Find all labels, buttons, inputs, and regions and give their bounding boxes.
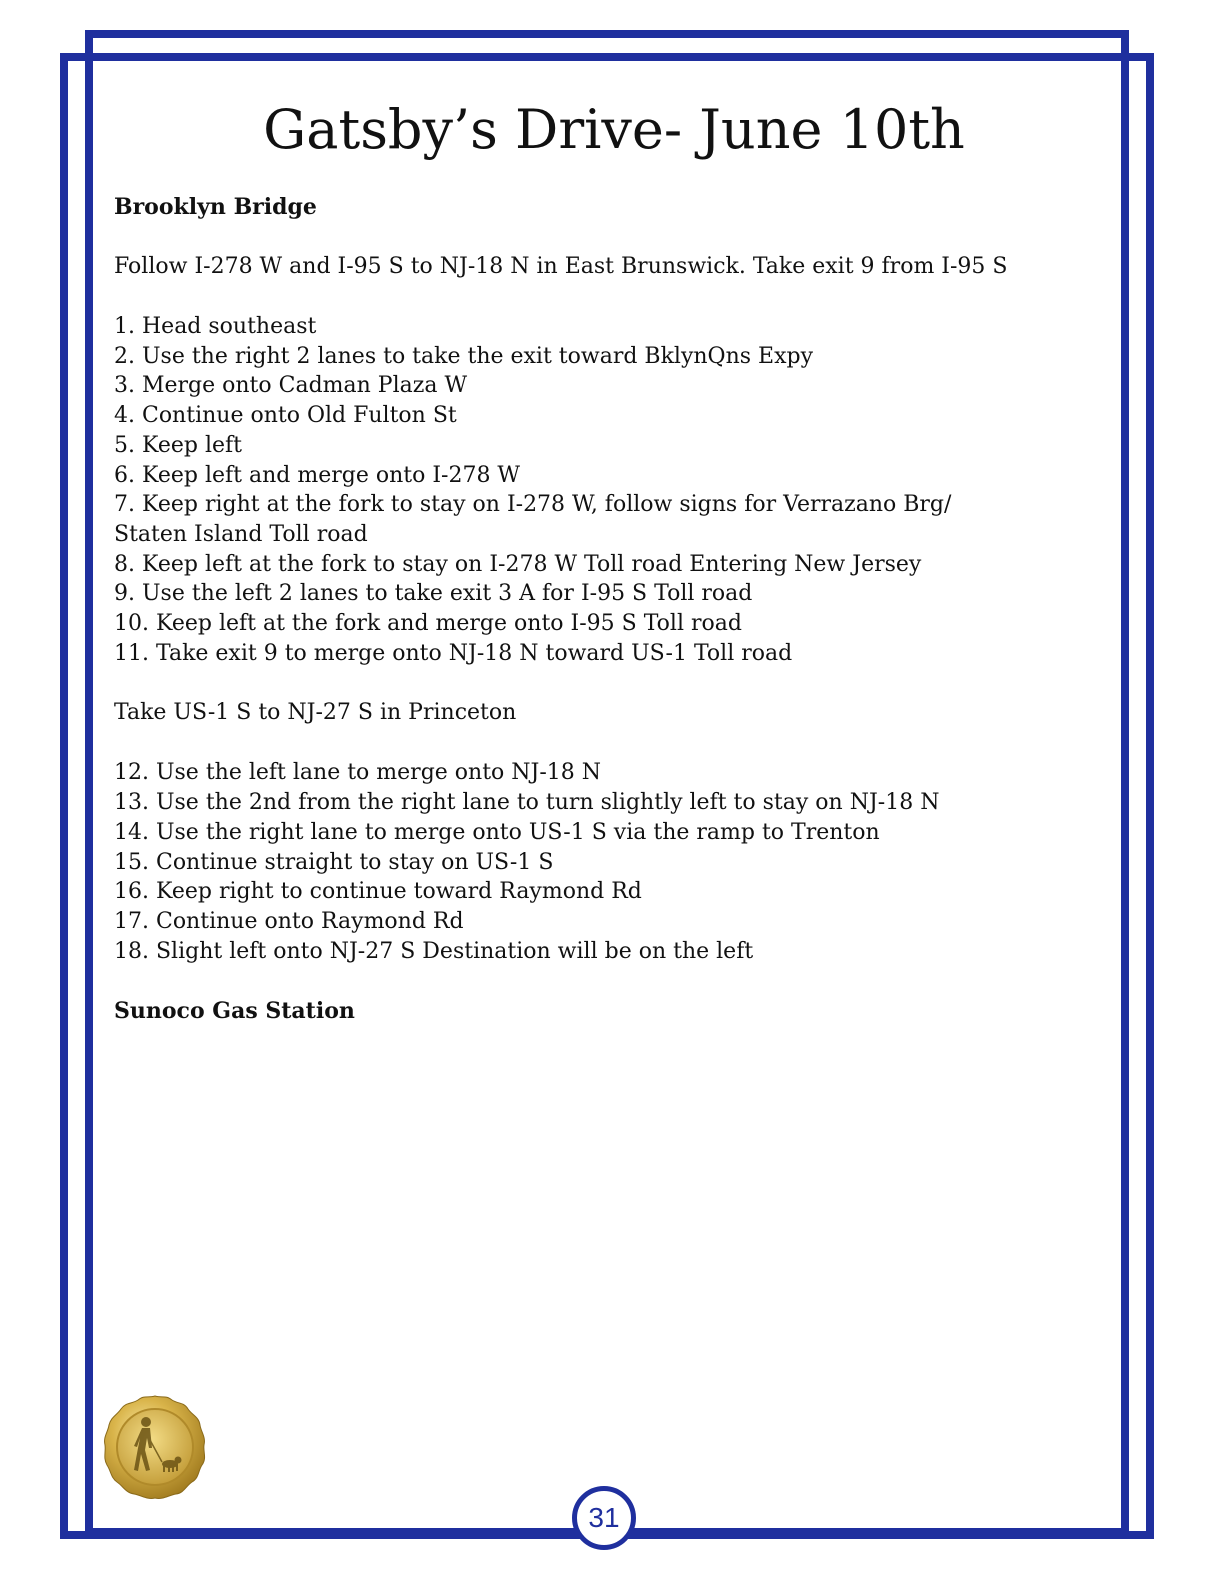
direction-step: 9. Use the left 2 lanes to take exit 3 A for I-95 S Toll road xyxy=(114,581,753,607)
route-summary-2: Take US-1 S to NJ-27 S in Princeton xyxy=(114,700,517,726)
direction-step: 1. Head southeast xyxy=(114,314,317,339)
destination-heading: Sunoco Gas Station xyxy=(114,998,355,1025)
direction-step: 4. Continue onto Old Fulton St xyxy=(114,403,457,429)
direction-step: 15. Continue straight to stay on US-1 S xyxy=(114,849,554,875)
directions-list-1 xyxy=(114,312,1114,668)
walking-man-with-dog-seal-icon xyxy=(100,1392,210,1502)
route-summary-1: Follow I-278 W and I-95 S to NJ-18 N in East Brunswick. Take exit 9 from I-95 S xyxy=(114,254,1008,279)
direction-step: 13. Use the 2nd from the right lane to turn slightly left to stay on NJ-18 N xyxy=(114,790,940,816)
direction-step: 10. Keep left at the fork and merge onto I-95 S Toll road xyxy=(114,611,742,637)
page-title: Gatsby’s Drive- June 10th xyxy=(263,98,965,161)
spacer xyxy=(114,282,1114,312)
direction-step: 18. Slight left onto NJ-27 S Destination will be on the left xyxy=(114,938,754,964)
direction-step: 3. Merge onto Cadman Plaza W xyxy=(114,373,468,399)
spacer xyxy=(114,966,1114,996)
direction-step: 14. Use the right lane to merge onto US-1 S via the ramp to Trenton xyxy=(114,819,880,845)
direction-step: 17. Continue onto Raymond Rd xyxy=(114,908,464,934)
direction-step: 7. Keep right at the fork to stay on I-278 W, follow signs for Verrazano Brg/ xyxy=(114,492,952,518)
directions-list-2 xyxy=(114,758,1114,966)
page-number-badge: 31 xyxy=(572,1486,636,1550)
spacer xyxy=(114,222,1114,252)
direction-step: 5. Keep left xyxy=(114,432,242,458)
direction-step: 11. Take exit 9 to merge onto NJ-18 N toward US-1 Toll road xyxy=(114,640,793,666)
start-location-heading: Brooklyn Bridge xyxy=(114,194,317,220)
page-content xyxy=(114,90,1114,1026)
direction-step: 2. Use the right 2 lanes to take the exit toward BklynQns Expy xyxy=(114,343,814,369)
direction-step-continuation: Staten Island Toll road xyxy=(114,521,368,547)
direction-step: 16. Keep right to continue toward Raymond Rd xyxy=(114,879,642,905)
direction-step: 6. Keep left and merge onto I-278 W xyxy=(114,462,521,488)
spacer xyxy=(114,668,1114,698)
spacer xyxy=(114,728,1114,758)
direction-step: 12. Use the left lane to merge onto NJ-18 N xyxy=(114,760,602,786)
direction-step: 8. Keep left at the fork to stay on I-278 W Toll road Entering New Jersey xyxy=(114,551,922,577)
